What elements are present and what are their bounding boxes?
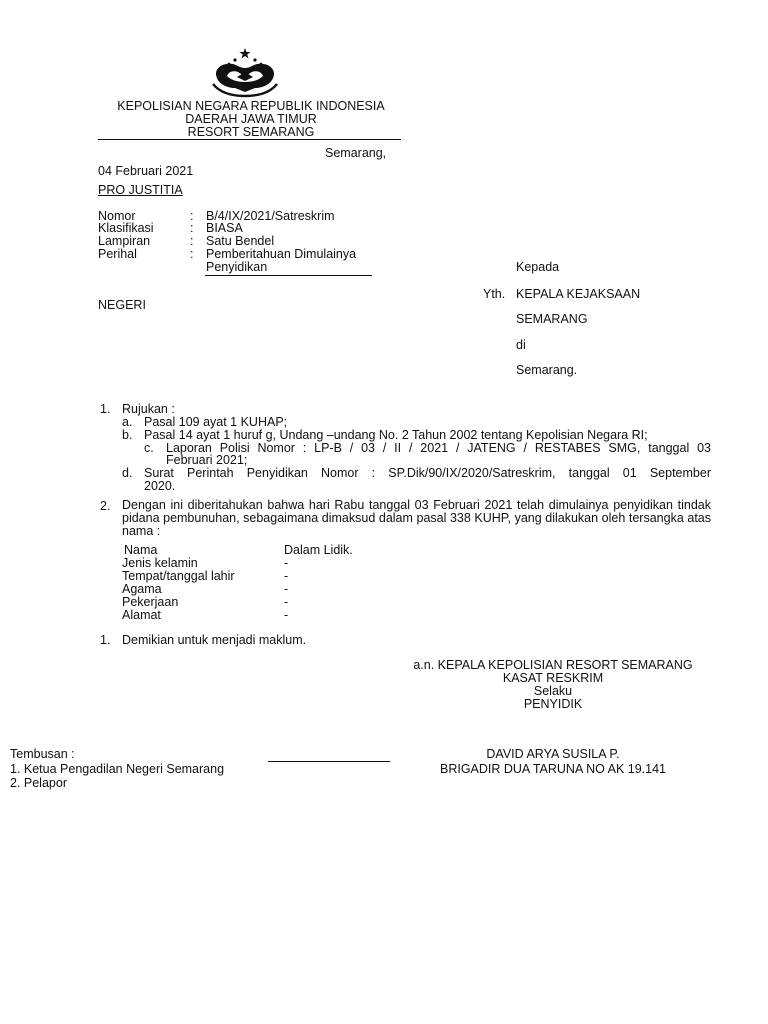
suspect-value: - <box>284 582 289 596</box>
rujukan-item-continuation: Februari 2021; <box>166 453 248 467</box>
letter-date: 04 Februari 2021 <box>98 164 194 178</box>
meta-colon: : <box>190 209 194 223</box>
recipient-kepada: Kepada <box>516 260 560 274</box>
agency-name: KEPOLISIAN NEGARA REPUBLIK INDONESIA <box>117 99 385 113</box>
recipient-negeri: NEGERI <box>98 298 146 312</box>
rujukan-item: Pasal 14 ayat 1 huruf g, Undang –undang No. 2 Tahun 2002 tentang Kepolisian Negara RI; <box>144 428 648 442</box>
meta-colon: : <box>190 234 194 248</box>
rujukan-item: Laporan Polisi Nomor : LP-B / 03 / II / 2021 / JATENG / RESTABES SMG, tanggal 03 <box>166 441 711 455</box>
closing-text: Demikian untuk menjadi maklum. <box>122 633 307 647</box>
suspect-label: Tempat/tanggal lahir <box>122 569 235 583</box>
tembusan-title: Tembusan : <box>10 747 75 761</box>
meta-value: Pemberitahuan Dimulainya <box>206 247 357 261</box>
suspect-value: - <box>284 556 289 570</box>
closing-number: 1. <box>100 633 111 647</box>
recipient-line1: KEPALA KEJAKSAAN <box>516 287 641 301</box>
pro-justitia: PRO JUSTITIA <box>98 183 183 197</box>
suspect-value: Dalam Lidik. <box>284 543 353 557</box>
suspect-value: - <box>284 569 289 583</box>
rujukan-letter: b. <box>122 428 133 442</box>
letter-place: Semarang, <box>325 146 387 160</box>
signature-role: PENYIDIK <box>523 697 583 711</box>
police-crest-icon <box>207 44 295 100</box>
signature-as: Selaku <box>533 684 573 698</box>
rujukan-number: 1. <box>100 402 111 416</box>
suspect-label: Jenis kelamin <box>122 556 198 570</box>
recipient-line2: SEMARANG <box>516 312 588 326</box>
meta-label: Klasifikasi <box>98 221 154 235</box>
suspect-label: Alamat <box>122 608 161 622</box>
agency-resort: RESORT SEMARANG <box>187 125 315 139</box>
signatory-name: DAVID ARYA SUSILA P. <box>486 747 620 761</box>
signature-line <box>268 761 390 762</box>
meta-label: Perihal <box>98 247 137 261</box>
suspect-label: Pekerjaan <box>122 595 179 609</box>
rujukan-letter: d. <box>122 466 133 480</box>
rujukan-letter: c. <box>144 441 154 455</box>
suspect-value: - <box>284 595 289 609</box>
signature-position: KASAT RESKRIM <box>502 671 604 685</box>
notification-paragraph: Dengan ini diberitahukan bahwa hari Rabu tanggal 03 Februari 2021 telah dimulainya penyidikan tindak pidana pembunuhan, sebagaimana dimaksud dalam pasal 338 KUHP, yang dilakukan oleh tersangka atas nama : <box>122 498 711 538</box>
meta-perihal-continuation: Penyidikan <box>206 260 268 274</box>
suspect-label: Agama <box>122 582 162 596</box>
recipient-di: di <box>516 338 526 352</box>
rujukan-item: Pasal 109 ayat 1 KUHAP; <box>144 415 288 429</box>
paragraph-number: 2. <box>100 499 111 513</box>
tembusan-item: 1. Ketua Pengadilan Negeri Semarang <box>10 762 225 776</box>
meta-label: Nomor <box>98 209 136 223</box>
meta-value: BIASA <box>206 221 243 235</box>
signature-on-behalf: a.n. KEPALA KEPOLISIAN RESORT SEMARANG <box>413 658 693 672</box>
recipient-yth: Yth. <box>483 287 506 301</box>
signatory-rank: BRIGADIR DUA TARUNA NO AK 19.141 <box>439 762 666 776</box>
meta-value: B/4/IX/2021/Satreskrim <box>206 209 335 223</box>
rujukan-item-continuation: 2020. <box>144 479 176 493</box>
meta-colon: : <box>190 221 194 235</box>
recipient-line3: Semarang. <box>516 363 578 377</box>
meta-colon: : <box>190 247 194 261</box>
meta-value: Satu Bendel <box>206 234 275 248</box>
agency-region: DAERAH JAWA TIMUR <box>185 112 317 126</box>
tembusan-item: 2. Pelapor <box>10 776 67 790</box>
header-divider <box>98 139 401 140</box>
meta-label: Lampiran <box>98 234 151 248</box>
perihal-underline <box>205 275 372 276</box>
rujukan-item: Surat Perintah Penyidikan Nomor : SP.Dik/90/IX/2020/Satreskrim, tanggal 01 September <box>144 466 711 480</box>
suspect-label: Nama <box>124 543 158 557</box>
suspect-value: - <box>284 608 289 622</box>
rujukan-title: Rujukan : <box>122 402 175 416</box>
rujukan-letter: a. <box>122 415 133 429</box>
